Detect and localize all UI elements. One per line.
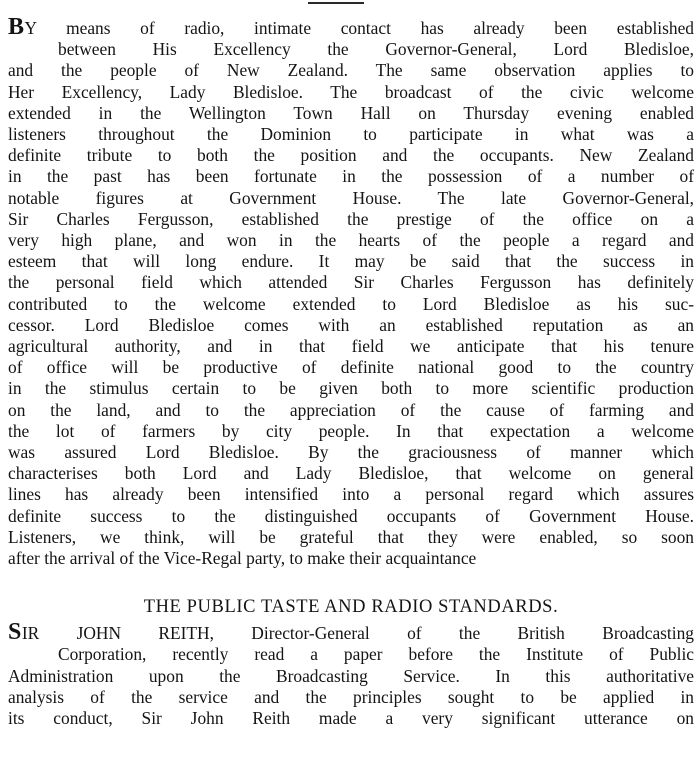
article-1-line: definite success to the distinguished occupants of Government House. <box>8 505 694 526</box>
article-1-line: esteem that will long endure. It may be said that the success in <box>8 251 694 272</box>
top-rule <box>308 2 364 4</box>
article-1-line: contributed to the welcome extended to Lord Bledisloe as his suc- <box>8 293 694 314</box>
article-1-line: the personal field which attended Sir Charles Fergusson has definitely <box>8 272 694 293</box>
article-1-line: agricultural authority, and in that field we anticipate that his tenure <box>8 336 694 357</box>
article-1-line: between His Excellency the Governor-General, Lord Bledisloe, <box>58 39 694 60</box>
article-1-line: cessor. Lord Bledisloe comes with an established reputation as an <box>8 314 694 335</box>
article-1-dropcap: B <box>8 14 25 40</box>
article-1-line: Her Excellency, Lady Bledisloe. The broadcast of the civic welcome <box>8 81 694 102</box>
article-2-dropcap: S <box>8 619 22 646</box>
article-1-line: Sir Charles Fergusson, established the prestige of the office on a <box>8 208 694 229</box>
article-1-line: the lot of farmers by city people. In that expectation a welcome <box>8 420 694 441</box>
article-1-line: characterises both Lord and Lady Bledisloe, that welcome on general <box>8 463 694 484</box>
article-1-line: on the land, and to the appreciation of the cause of farming and <box>8 399 694 420</box>
article-2-line: analysis of the service and the principles sought to be applied in <box>8 686 694 707</box>
article-1-line: notable figures at Government House. The late Governor-General, <box>8 187 694 208</box>
article-2-line: its conduct, Sir John Reith made a very significant utterance on <box>8 708 694 729</box>
article-2-body <box>8 619 694 729</box>
article-2-line: Corporation, recently read a paper before the Institute of Public <box>58 644 694 665</box>
article-2-first-line-text: IR JOHN REITH, Director-General of the British Broadcasting <box>21 623 694 644</box>
article-1-line: very high plane, and won in the hearts of the people a regard and <box>8 230 694 251</box>
article-1-line: extended in the Wellington Town Hall on Thursday evening enabled <box>8 102 694 123</box>
article-1-line: and the people of New Zealand. The same observation applies to <box>8 60 694 81</box>
article-1-line: listeners throughout the Dominion to participate in what was a <box>8 124 694 145</box>
article-1-line: lines has already been intensified into a personal regard which assures <box>8 484 694 505</box>
article-2-heading: THE PUBLIC TASTE AND RADIO STANDARDS. <box>143 597 559 618</box>
article-1-first-line-text: Y means of radio, intimate contact has already been established <box>24 18 694 38</box>
article-1-body <box>8 14 694 569</box>
article-1-line-first <box>8 14 694 40</box>
page <box>8 14 694 729</box>
article-1-line: was assured Lord Bledisloe. By the graciousness of manner which <box>8 442 694 463</box>
article-1-line: in the past has been fortunate in the possession of a number of <box>8 166 694 187</box>
article-1-line: in the stimulus certain to be given both to more scientific production <box>8 378 694 399</box>
article-2-line: Administration upon the Broadcasting Service. In this authoritative <box>8 665 694 686</box>
article-1-line: Listeners, we think, will be grateful that they were enabled, so soon <box>8 526 694 547</box>
article-1-line: of office will be productive of definite national good to the country <box>8 357 694 378</box>
article-1-line: after the arrival of the Vice-Regal party, to make their acquaintance <box>8 548 477 569</box>
article-2-line-first <box>8 619 694 646</box>
article-1-line: definite tribute to both the position and the occupants. New Zealand <box>8 145 694 166</box>
